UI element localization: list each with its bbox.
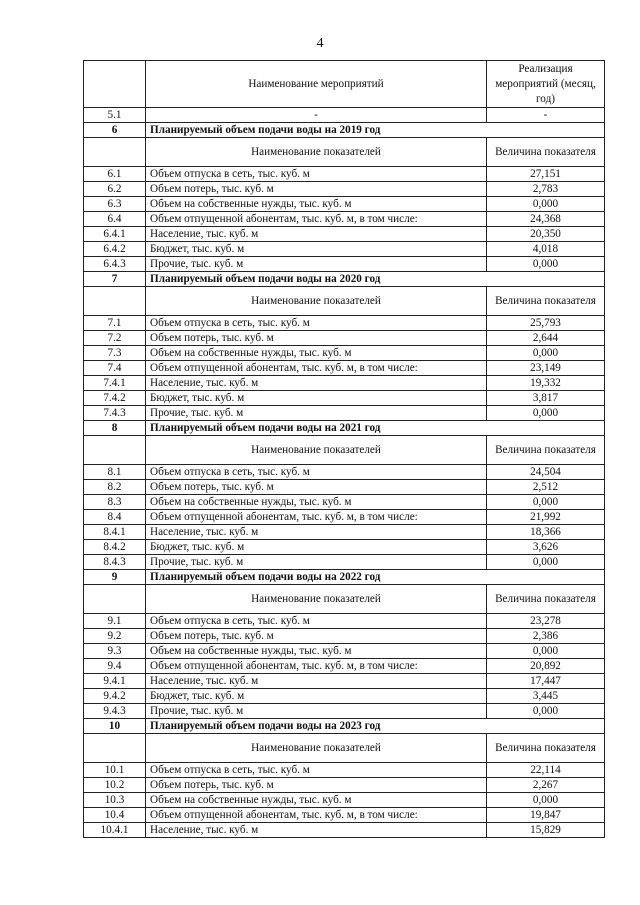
table-row	[84, 689, 605, 704]
row-number: 6.4.1	[84, 227, 146, 242]
row-number: 9.4.3	[84, 704, 146, 719]
row-name: Бюджет, тыс. куб. м	[146, 391, 487, 406]
indicator-header-value: Величина показателя	[487, 287, 605, 316]
table-row	[84, 704, 605, 719]
table-row	[84, 763, 605, 778]
table-row	[84, 257, 605, 272]
section-row	[84, 123, 605, 138]
row-number: 8.1	[84, 465, 146, 480]
indicator-header-number	[84, 734, 146, 763]
indicator-header-row	[84, 436, 605, 465]
section-row	[84, 719, 605, 734]
section-number: 9	[84, 570, 146, 585]
row-name: Бюджет, тыс. куб. м	[146, 689, 487, 704]
row-number: 5.1	[84, 108, 146, 123]
row-number: 10.4.1	[84, 823, 146, 838]
row-name: Население, тыс. куб. м	[146, 227, 487, 242]
row-number: 9.4	[84, 659, 146, 674]
table-row	[84, 316, 605, 331]
section-title: Планируемый объем подачи воды на 2021 год	[146, 421, 605, 436]
row-name: Прочие, тыс. куб. м	[146, 555, 487, 570]
row-name: Объем потерь, тыс. куб. м	[146, 778, 487, 793]
section-title: Планируемый объем подачи воды на 2023 год	[146, 719, 605, 734]
table-row	[84, 376, 605, 391]
table-row	[84, 778, 605, 793]
table-row	[84, 555, 605, 570]
row-name: Объем отпуска в сеть, тыс. куб. м	[146, 167, 487, 182]
indicator-header-number	[84, 138, 146, 167]
row-name: Объем на собственные нужды, тыс. куб. м	[146, 644, 487, 659]
table-row	[84, 823, 605, 838]
row-value: 3,445	[487, 689, 605, 704]
row-number: 7.4.3	[84, 406, 146, 421]
indicator-header-value: Величина показателя	[487, 585, 605, 614]
header-value-cell: Реализация мероприятий (месяц, год)	[487, 61, 605, 108]
row-number: 6.4.3	[84, 257, 146, 272]
row-name: Бюджет, тыс. куб. м	[146, 242, 487, 257]
row-value: 0,000	[487, 704, 605, 719]
section-title: Планируемый объем подачи воды на 2020 год	[146, 272, 605, 287]
row-value: 3,817	[487, 391, 605, 406]
row-number: 9.3	[84, 644, 146, 659]
table-row	[84, 644, 605, 659]
row-value: 20,350	[487, 227, 605, 242]
row-number: 10.1	[84, 763, 146, 778]
row-value: 2,644	[487, 331, 605, 346]
row-number: 7.1	[84, 316, 146, 331]
row-name: Прочие, тыс. куб. м	[146, 704, 487, 719]
row-value: 25,793	[487, 316, 605, 331]
row-number: 9.4.2	[84, 689, 146, 704]
section-row	[84, 570, 605, 585]
row-number: 8.4.3	[84, 555, 146, 570]
water-supply-table	[83, 60, 605, 838]
indicator-header-name: Наименование показателей	[146, 138, 487, 167]
table-row	[84, 793, 605, 808]
indicator-header-row	[84, 138, 605, 167]
row-number: 8.2	[84, 480, 146, 495]
row-value: 20,892	[487, 659, 605, 674]
row-name: Объем отпуска в сеть, тыс. куб. м	[146, 763, 487, 778]
indicator-header-row	[84, 585, 605, 614]
row-name: Объем потерь, тыс. куб. м	[146, 629, 487, 644]
indicator-header-number	[84, 585, 146, 614]
row-number: 8.4.2	[84, 540, 146, 555]
row-name: Прочие, тыс. куб. м	[146, 406, 487, 421]
row-value: 24,368	[487, 212, 605, 227]
row-value: 15,829	[487, 823, 605, 838]
row-name: Объем отпуска в сеть, тыс. куб. м	[146, 614, 487, 629]
indicator-header-row	[84, 287, 605, 316]
row-number: 9.2	[84, 629, 146, 644]
row-number: 9.1	[84, 614, 146, 629]
row-number: 7.4.1	[84, 376, 146, 391]
section-row	[84, 272, 605, 287]
table-row	[84, 495, 605, 510]
indicator-header-name: Наименование показателей	[146, 734, 487, 763]
table-row	[84, 167, 605, 182]
table-row	[84, 510, 605, 525]
row-value: 18,366	[487, 525, 605, 540]
table-row	[84, 525, 605, 540]
row-name: Население, тыс. куб. м	[146, 674, 487, 689]
row-name: Население, тыс. куб. м	[146, 376, 487, 391]
row-number: 8.4	[84, 510, 146, 525]
row-name: Объем отпущенной абонентам, тыс. куб. м, в том числе:	[146, 808, 487, 823]
header-number-cell	[84, 61, 146, 108]
row-value: 0,000	[487, 406, 605, 421]
section-number: 6	[84, 123, 146, 138]
table-row	[84, 629, 605, 644]
table-row	[84, 182, 605, 197]
row-name: Объем на собственные нужды, тыс. куб. м	[146, 793, 487, 808]
row-name: Население, тыс. куб. м	[146, 823, 487, 838]
row-value: 19,332	[487, 376, 605, 391]
row-value: 0,000	[487, 257, 605, 272]
row-value: 0,000	[487, 346, 605, 361]
row-value: 0,000	[487, 644, 605, 659]
row-name: Объем потерь, тыс. куб. м	[146, 331, 487, 346]
row-name: Объем отпущенной абонентам, тыс. куб. м, в том числе:	[146, 510, 487, 525]
row-name: Объем отпуска в сеть, тыс. куб. м	[146, 465, 487, 480]
row-value: 2,267	[487, 778, 605, 793]
row-number: 7.4	[84, 361, 146, 376]
page-number: 4	[316, 36, 324, 51]
row-value: 17,447	[487, 674, 605, 689]
row-name: Объем отпущенной абонентам, тыс. куб. м, в том числе:	[146, 212, 487, 227]
row-name: Объем потерь, тыс. куб. м	[146, 182, 487, 197]
row-number: 6.4.2	[84, 242, 146, 257]
row-value: 0,000	[487, 555, 605, 570]
header-name-cell: Наименование мероприятий	[146, 61, 487, 108]
row-number: 8.3	[84, 495, 146, 510]
table-row	[84, 361, 605, 376]
table-row	[84, 108, 605, 123]
row-value: 19,847	[487, 808, 605, 823]
row-number: 6.2	[84, 182, 146, 197]
indicator-header-name: Наименование показателей	[146, 436, 487, 465]
row-value: 27,151	[487, 167, 605, 182]
row-number: 7.4.2	[84, 391, 146, 406]
indicator-header-value: Величина показателя	[487, 436, 605, 465]
row-name: Объем на собственные нужды, тыс. куб. м	[146, 346, 487, 361]
indicator-header-number	[84, 287, 146, 316]
row-value: 23,149	[487, 361, 605, 376]
table-row	[84, 808, 605, 823]
row-name: Объем на собственные нужды, тыс. куб. м	[146, 197, 487, 212]
row-number: 6.1	[84, 167, 146, 182]
row-number: 7.3	[84, 346, 146, 361]
indicator-header-value: Величина показателя	[487, 138, 605, 167]
row-name: Объем отпуска в сеть, тыс. куб. м	[146, 316, 487, 331]
row-value: 23,278	[487, 614, 605, 629]
row-value: 0,000	[487, 793, 605, 808]
row-value: 2,512	[487, 480, 605, 495]
table-row	[84, 227, 605, 242]
row-name: Объем отпущенной абонентам, тыс. куб. м, в том числе:	[146, 361, 487, 376]
table-row	[84, 674, 605, 689]
row-value: 3,626	[487, 540, 605, 555]
row-name: Объем на собственные нужды, тыс. куб. м	[146, 495, 487, 510]
row-name: Объем потерь, тыс. куб. м	[146, 480, 487, 495]
row-number: 10.3	[84, 793, 146, 808]
row-value: 2,386	[487, 629, 605, 644]
row-value: 22,114	[487, 763, 605, 778]
table-row	[84, 406, 605, 421]
row-name: Объем отпущенной абонентам, тыс. куб. м, в том числе:	[146, 659, 487, 674]
indicator-header-number	[84, 436, 146, 465]
indicator-header-name: Наименование показателей	[146, 585, 487, 614]
row-value: 24,504	[487, 465, 605, 480]
section-row	[84, 421, 605, 436]
row-name: Бюджет, тыс. куб. м	[146, 540, 487, 555]
table-row	[84, 614, 605, 629]
table-row	[84, 212, 605, 227]
row-value: -	[487, 108, 605, 123]
row-value: 0,000	[487, 495, 605, 510]
row-number: 8.4.1	[84, 525, 146, 540]
row-name: Прочие, тыс. куб. м	[146, 257, 487, 272]
section-number: 10	[84, 719, 146, 734]
table-row	[84, 480, 605, 495]
row-name: -	[146, 108, 487, 123]
table-row	[84, 242, 605, 257]
row-number: 9.4.1	[84, 674, 146, 689]
row-value: 2,783	[487, 182, 605, 197]
row-number: 6.3	[84, 197, 146, 212]
table-row	[84, 331, 605, 346]
section-title: Планируемый объем подачи воды на 2019 год	[146, 123, 605, 138]
table-row	[84, 540, 605, 555]
table-header-row	[84, 61, 605, 108]
row-number: 10.4	[84, 808, 146, 823]
row-number: 7.2	[84, 331, 146, 346]
section-number: 7	[84, 272, 146, 287]
table-row	[84, 659, 605, 674]
indicator-header-row	[84, 734, 605, 763]
row-number: 10.2	[84, 778, 146, 793]
row-value: 0,000	[487, 197, 605, 212]
table-row	[84, 346, 605, 361]
table-row	[84, 391, 605, 406]
section-title: Планируемый объем подачи воды на 2022 год	[146, 570, 605, 585]
row-value: 4,018	[487, 242, 605, 257]
table-row	[84, 465, 605, 480]
row-value: 21,992	[487, 510, 605, 525]
table-row	[84, 197, 605, 212]
row-name: Население, тыс. куб. м	[146, 525, 487, 540]
indicator-header-value: Величина показателя	[487, 734, 605, 763]
section-number: 8	[84, 421, 146, 436]
row-number: 6.4	[84, 212, 146, 227]
indicator-header-name: Наименование показателей	[146, 287, 487, 316]
